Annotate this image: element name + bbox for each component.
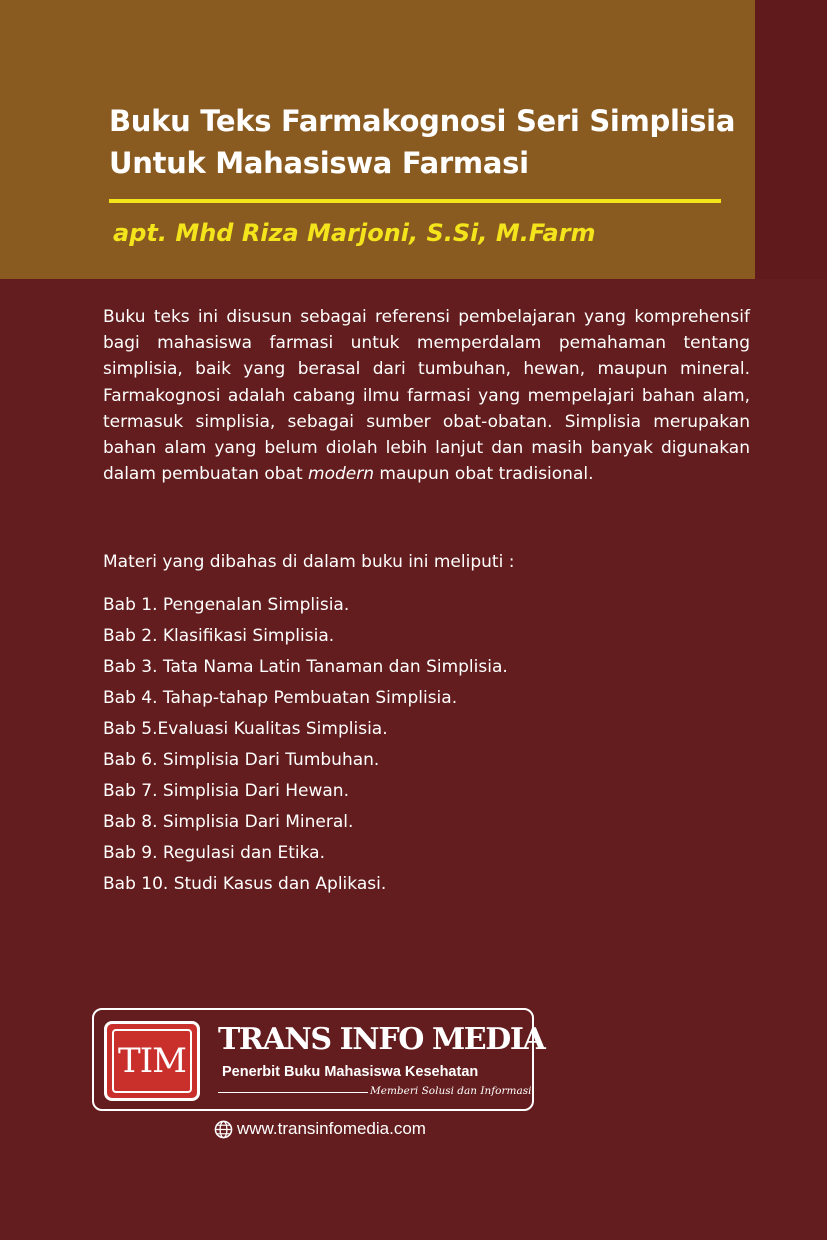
book-title <box>109 100 749 184</box>
publisher-logo-text: TIM <box>112 1029 192 1093</box>
title-divider <box>109 199 721 203</box>
publisher-logo-box <box>92 1008 545 1111</box>
publisher-logo-badge <box>104 1021 200 1101</box>
website-url: www.transinfomedia.com <box>237 1119 426 1138</box>
author-name: apt. Mhd Riza Marjoni, S.Si, M.Farm <box>113 219 596 247</box>
spine-strip <box>755 0 827 279</box>
book-description <box>103 304 750 487</box>
publisher-underline <box>218 1092 368 1093</box>
chapter-item: Bab 7. Simplisia Dari Hewan. <box>103 781 349 801</box>
chapter-item: Bab 2. Klasifikasi Simplisia. <box>103 626 335 646</box>
description-text: Buku teks ini disusun sebagai referensi pembelajaran yang komprehensif bagi mahasiswa farmasi untuk memperdalam pemahaman tentang simplisia, baik yang berasal dari tumbuhan, hewan, maupun mineral. Farmakognosi adalah cabang ilmu farmasi yang mempelajari bahan alam, termasuk simplisia, sebagai sumber obat-obatan. Simplisia merupakan bahan alam yang belum diolah lebih lanjut dan masih banyak digunakan dalam pembuatan obat <box>103 307 750 485</box>
chapter-item: Bab 1. Pengenalan Simplisia. <box>103 595 350 615</box>
book-title-line-1: Buku Teks Farmakognosi Seri Simplisia <box>109 104 736 138</box>
publisher-subtitle: Penerbit Buku Mahasiswa Kesehatan <box>222 1064 479 1080</box>
globe-icon <box>214 1120 233 1139</box>
chapter-list-heading: Materi yang dibahas di dalam buku ini meliputi : <box>103 552 515 572</box>
chapter-item: Bab 6. Simplisia Dari Tumbuhan. <box>103 750 380 770</box>
website-link[interactable] <box>214 1119 426 1139</box>
chapter-item: Bab 8. Simplisia Dari Mineral. <box>103 812 354 832</box>
title-band <box>0 0 755 279</box>
chapter-item: Bab 5.Evaluasi Kualitas Simplisia. <box>103 719 388 739</box>
chapter-item: Bab 10. Studi Kasus dan Aplikasi. <box>103 874 387 894</box>
description-italic-word: modern <box>308 464 375 485</box>
chapter-item: Bab 4. Tahap-tahap Pembuatan Simplisia. <box>103 688 458 708</box>
chapter-list <box>103 590 508 900</box>
publisher-name: TRANS INFO MEDIA <box>218 1022 545 1057</box>
chapter-item: Bab 3. Tata Nama Latin Tanaman dan Simplisia. <box>103 657 508 677</box>
publisher-tagline: Memberi Solusi dan Informasi <box>370 1085 532 1097</box>
description-text-end: maupun obat tradisional. <box>374 464 594 485</box>
book-title-line-2: Untuk Mahasiswa Farmasi <box>109 146 529 180</box>
chapter-item: Bab 9. Regulasi dan Etika. <box>103 843 325 863</box>
